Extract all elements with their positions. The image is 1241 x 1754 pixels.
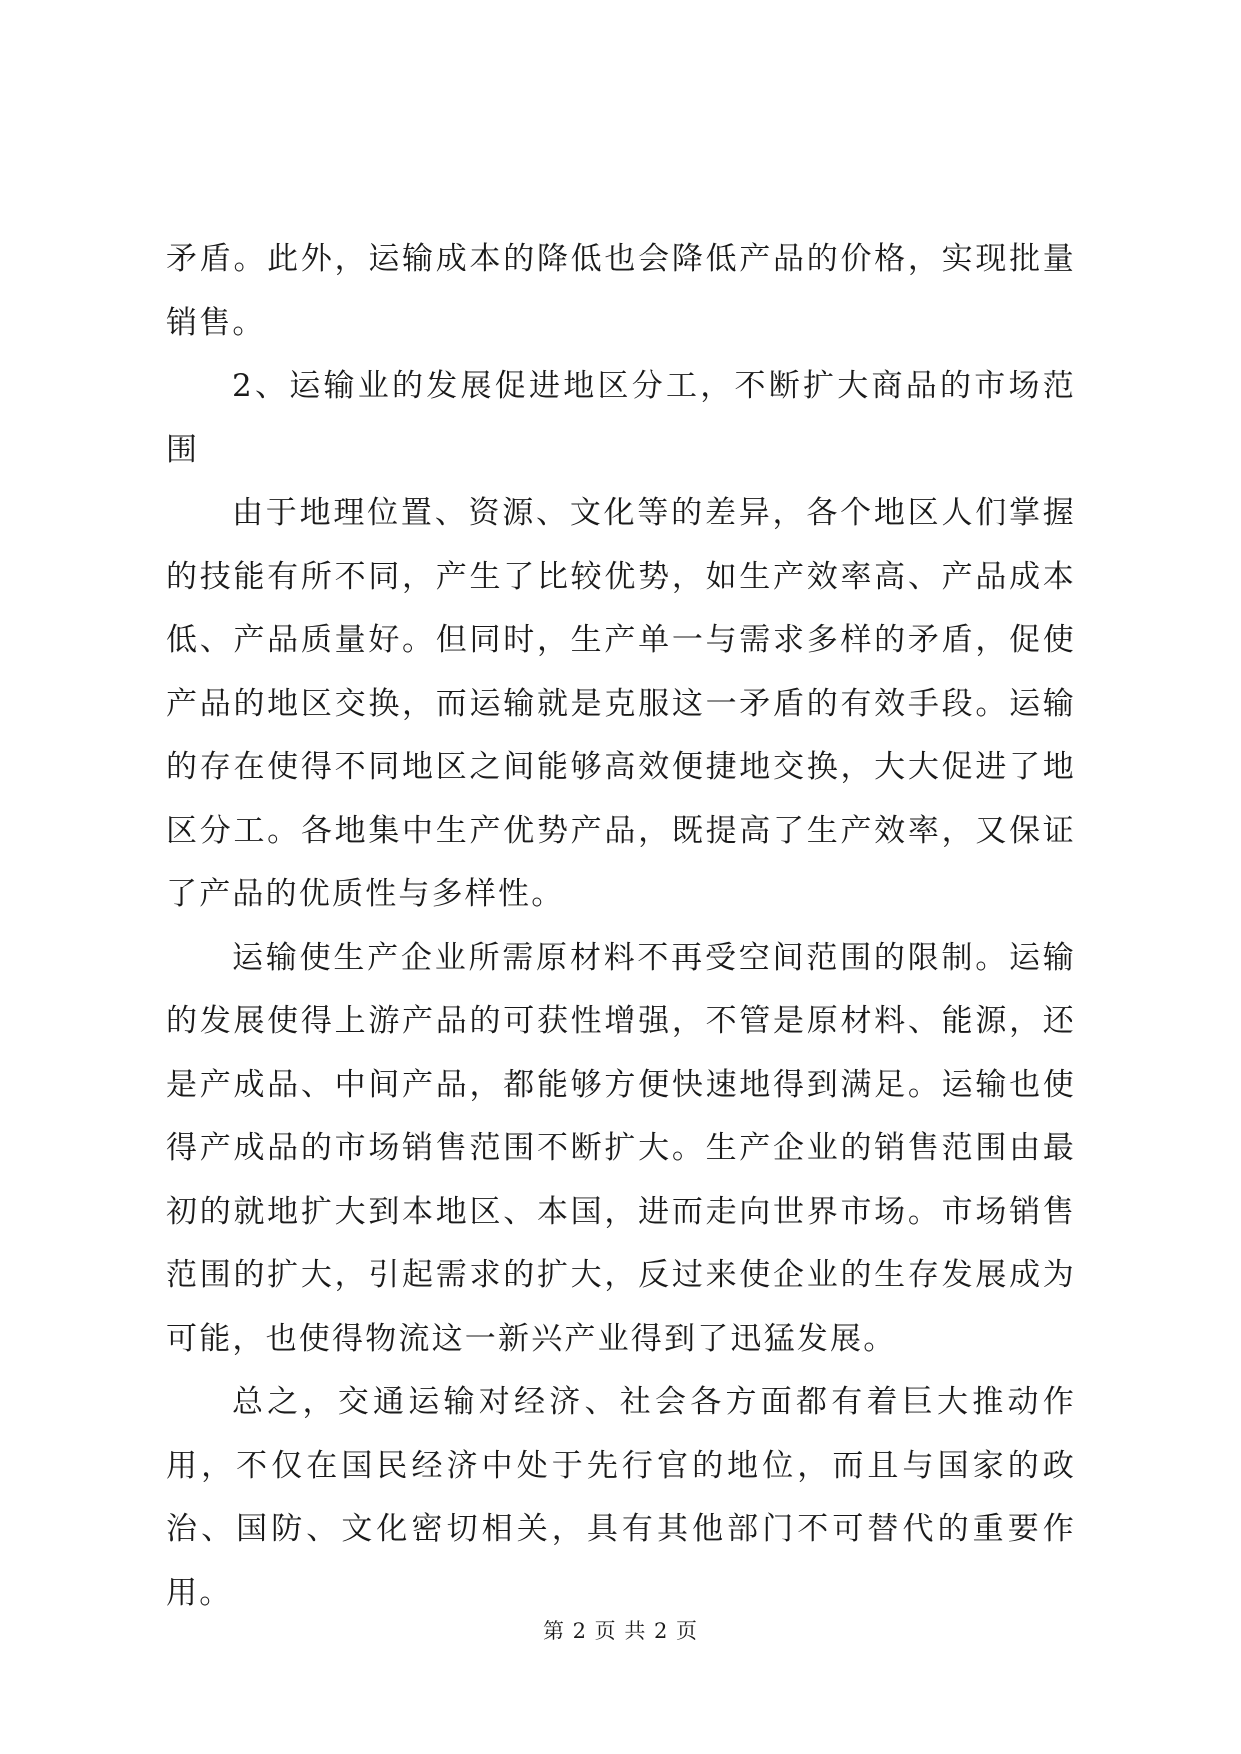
page-footer bbox=[0, 1615, 1241, 1645]
body-paragraph-conclusion: 总之，交通运输对经济、社会各方面都有着巨大推动作用，不仅在国民经济中处于先行官的地位，而且与国家的政治、国防、文化密切相关，具有其他部门不可替代的重要作用。 bbox=[166, 1384, 1076, 1611]
continuation-paragraph: 矛盾。此外，运输成本的降低也会降低产品的价格，实现批量销售。 bbox=[166, 241, 1076, 341]
page-number-label: 第 2 页 共 2 页 bbox=[542, 1619, 699, 1643]
body-paragraph-regional-division: 由于地理位置、资源、文化等的差异，各个地区人们掌握的技能有所不同，产生了比较优势，如生产效率高、产品成本低、产品质量好。但同时，生产单一与需求多样的矛盾，促使产品的地区交换，而运输就是克服这一矛盾的有效手段。运输的存在使得不同地区之间能够高效便捷地交换，大大促进了地区分工。各地集中生产优势产品，既提高了生产效率，又保证了产品的优质性与多样性。 bbox=[166, 495, 1076, 912]
document-body bbox=[166, 228, 1076, 1625]
body-paragraph-raw-materials: 运输使生产企业所需原材料不再受空间范围的限制。运输的发展使得上游产品的可获性增强，不管是原材料、能源，还是产成品、中间产品，都能够方便快速地得到满足。运输也使得产成品的市场销售范围不断扩大。生产企业的销售范围由最初的就地扩大到本地区、本国，进而走向世界市场。市场销售范围的扩大，引起需求的扩大，反过来使企业的生存发展成为可能，也使得物流这一新兴产业得到了迅猛发展。 bbox=[166, 939, 1076, 1357]
section-heading: 2、运输业的发展促进地区分工，不断扩大商品的市场范围 bbox=[166, 368, 1076, 468]
